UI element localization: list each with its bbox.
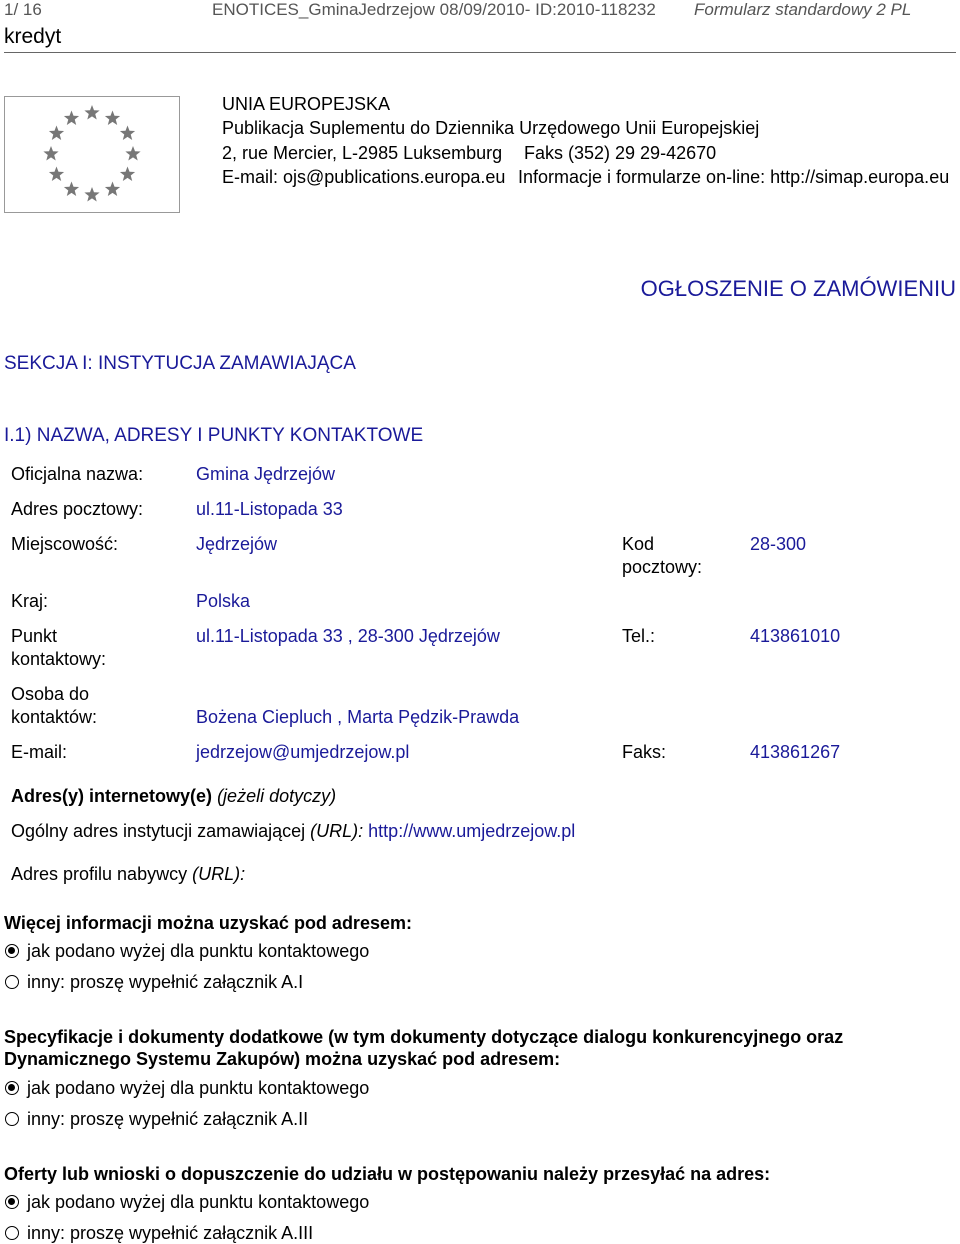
specs-option-same: jak podano wyżej dla punktu kontaktowego (27, 1078, 370, 1098)
form-title: Formularz standardowy 2 (694, 0, 886, 19)
postcode-label: Kod (622, 534, 655, 554)
section-title: SEKCJA I: INSTYTUCJA ZAMAWIAJĄCA (4, 353, 356, 374)
more-info-option-other: inny: proszę wypełnić załącznik A.I (27, 972, 304, 992)
internet-heading (11, 786, 336, 807)
postal-address-value: ul.11-Listopada 33 (196, 499, 343, 519)
official-name-label: Oficjalna nazwa: (11, 464, 144, 484)
specs-radio-other[interactable] (5, 1112, 19, 1126)
eu-star-icon (43, 146, 58, 160)
country-label: Kraj: (11, 591, 49, 611)
eu-star-icon (64, 182, 79, 196)
form-name (694, 0, 911, 20)
form-lang: PL (890, 0, 912, 19)
tel-label: Tel.: (622, 626, 656, 646)
more-info-radio-same[interactable] (5, 944, 19, 958)
eu-star-icon (64, 110, 79, 124)
more-info-radio-other[interactable] (5, 975, 19, 989)
buyer-profile-row (11, 864, 245, 885)
subsection-title: I.1) NAZWA, ADRESY I PUNKTY KONTAKTOWE (4, 425, 424, 446)
offers-option-same: jak podano wyżej dla punktu kontaktowego (27, 1192, 370, 1212)
internet-heading-text: Adres(y) internetowy(e) (11, 786, 213, 806)
notice-title: OGŁOSZENIE O ZAMÓWIENIU (640, 276, 956, 301)
email-label: E-mail: (11, 742, 68, 762)
notice-id: ENOTICES_GminaJedrzejow 08/09/2010- ID:2010-118232 (212, 0, 656, 19)
buyer-profile-label: Adres profilu nabywcy (11, 864, 188, 884)
fax-label: Faks: (622, 742, 667, 762)
specs-option-other: inny: proszę wypełnić załącznik A.II (27, 1109, 309, 1129)
tel-value: 413861010 (750, 626, 841, 646)
buyer-profile-url-note: (URL): (192, 864, 246, 884)
publisher-line-2: Publikacja Suplementu do Dziennika Urzędowego Unii Europejskiej (222, 118, 760, 138)
official-name-value: Gmina Jędrzejów (196, 464, 336, 484)
offers-heading: Oferty lub wnioski o dopuszczenie do udziału w postępowaniu należy przesyłać na adres: (4, 1164, 771, 1184)
offers-radio-same[interactable] (5, 1195, 19, 1209)
specs-heading: Specyfikacje i dokumenty dodatkowe (w tym dokumenty dotyczące dialogu konkurencyjnego oraz (4, 1027, 844, 1047)
header-divider (4, 52, 956, 53)
town-value: Jędrzejów (196, 534, 278, 554)
eu-star-icon (49, 126, 64, 140)
postcode-value: 28-300 (750, 534, 807, 554)
eu-star-icon (49, 167, 64, 181)
internet-heading-note: (jeżeli dotyczy) (217, 786, 337, 806)
eu-star-icon (105, 182, 120, 196)
country-value: Polska (196, 591, 251, 611)
fax-value: 413861267 (750, 742, 841, 762)
general-address-label: Ogólny adres instytucji zamawiającej (11, 821, 306, 841)
eu-star-icon (120, 126, 135, 140)
contact-person-label-2: kontaktów: (11, 707, 98, 727)
contact-person-label: Osoba do (11, 684, 90, 704)
eu-star-icon (120, 167, 135, 181)
eu-star-icon (125, 146, 140, 160)
more-info-option-same: jak podano wyżej dla punktu kontaktowego (27, 941, 370, 961)
eu-star-icon (84, 105, 99, 119)
general-address-row (11, 821, 575, 842)
email-value: jedrzejow@umjedrzejow.pl (196, 742, 410, 762)
eu-stars-icon (5, 97, 179, 212)
page-number: 1/ 16 (4, 0, 42, 19)
eu-star-icon (84, 187, 99, 201)
specs-heading-2: Dynamicznego Systemu Zakupów) można uzyskać pod adresem: (4, 1049, 561, 1069)
publisher-fax: Faks (352) 29 29-42670 (524, 143, 717, 163)
publisher-line-1: UNIA EUROPEJSKA (222, 94, 391, 114)
offers-radio-other[interactable] (5, 1226, 19, 1240)
postcode-label-2: pocztowy: (622, 557, 703, 577)
general-address-url: http://www.umjedrzejow.pl (368, 821, 576, 841)
contact-point-value: ul.11-Listopada 33 , 28-300 Jędrzejów (196, 626, 500, 646)
contact-person-value: Bożena Ciepluch , Marta Pędzik-Prawda (196, 707, 520, 727)
publisher-address: 2, rue Mercier, L-2985 Luksemburg (222, 143, 503, 163)
offers-option-other: inny: proszę wypełnić załącznik A.III (27, 1223, 314, 1243)
doc-subtitle: kredyt (4, 25, 62, 48)
eu-star-icon (105, 110, 120, 124)
publisher-online-info: Informacje i formularze on-line: http://simap.europa.eu (518, 167, 950, 187)
specs-radio-same[interactable] (5, 1081, 19, 1095)
contact-point-label: Punkt (11, 626, 58, 646)
eu-flag-logo (4, 96, 180, 213)
publisher-email: E-mail: ojs@publications.europa.eu (222, 167, 506, 187)
general-address-url-note: (URL): (310, 821, 364, 841)
town-label: Miejscowość: (11, 534, 119, 554)
more-info-heading: Więcej informacji można uzyskać pod adresem: (4, 913, 412, 933)
contact-point-label-2: kontaktowy: (11, 649, 107, 669)
postal-address-label: Adres pocztowy: (11, 499, 144, 519)
